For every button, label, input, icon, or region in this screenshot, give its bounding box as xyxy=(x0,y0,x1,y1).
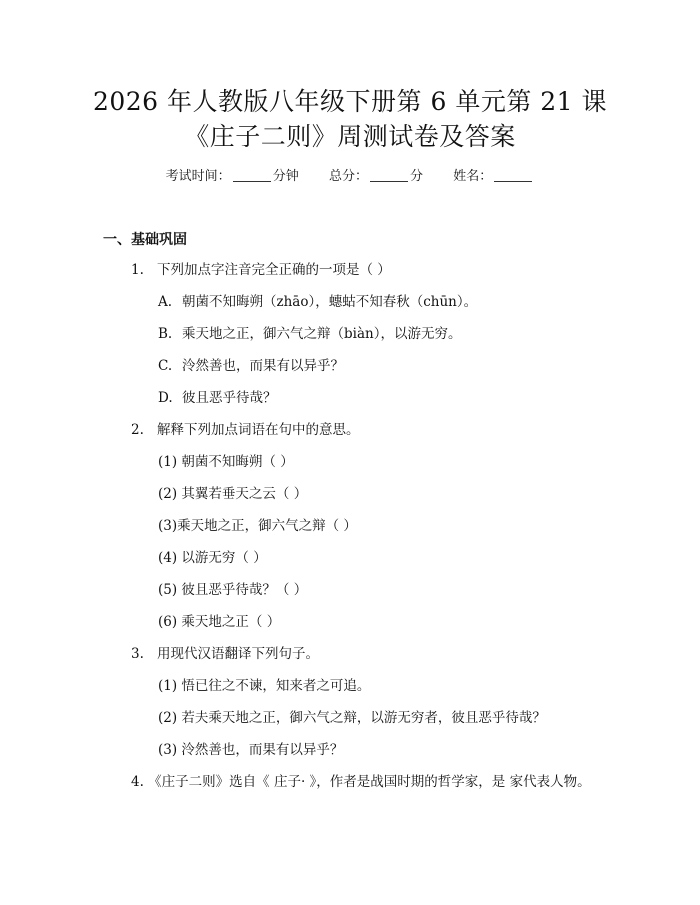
option-a xyxy=(158,292,477,312)
question-4: 4. 《庄子二则》选自《 庄子· 》，作者是战国时期的哲学家，是 家代表人物。 xyxy=(131,774,591,790)
list-item: (3)乘天地之正，御六气之辩（ ） xyxy=(158,518,357,534)
time-blank[interactable] xyxy=(233,167,271,182)
exam-info-row xyxy=(0,167,700,187)
list-item: (6) 乘天地之正（ ） xyxy=(158,614,281,630)
question-number: 1. xyxy=(131,262,144,278)
option-d xyxy=(158,388,277,408)
list-item: (4) 以游无穷（ ） xyxy=(158,550,267,566)
option-text: 朝菌不知晦朔（zhāo），蟪蛄不知春秋（chūn）。 xyxy=(182,294,478,310)
page-title-line2: 《庄子二则》周测试卷及答案 xyxy=(184,122,516,151)
list-item: (2) 其翼若垂天之云（ ） xyxy=(158,486,308,502)
question-text: 解释下列加点词语在句中的意思。 xyxy=(157,422,360,438)
page-title-line1: 2026 年人教版八年级下册第 6 单元第 21 课 xyxy=(92,87,608,116)
time-label: 考试时间： xyxy=(165,169,231,184)
name-blank[interactable] xyxy=(494,167,532,182)
list-item: (2) 若夫乘天地之正，御六气之辩，以游无穷者，彼且恶乎待哉？ xyxy=(158,710,546,726)
question-text: 下列加点字注音完全正确的一项是（ ） xyxy=(157,262,391,278)
option-letter: C. xyxy=(158,358,173,374)
score-label: 总分： xyxy=(328,169,368,184)
score-unit: 分 xyxy=(410,169,424,184)
list-item: (3) 泠然善也，而果有以异乎？ xyxy=(158,742,344,758)
question-2 xyxy=(131,420,360,440)
name-label: 姓名： xyxy=(453,169,493,184)
option-text: 泠然善也，而果有以异乎？ xyxy=(182,358,344,374)
section-heading: 一、基础巩固 xyxy=(103,232,187,248)
question-number: 2. xyxy=(131,422,144,438)
question-1 xyxy=(131,260,391,280)
question-number: 3. xyxy=(131,646,144,662)
question-3 xyxy=(131,644,319,664)
time-unit: 分钟 xyxy=(272,169,299,184)
list-item: (1) 悟已往之不谏，知来者之可追。 xyxy=(158,678,371,694)
option-text: 乘天地之正，御六气之辩（biàn），以游无穷。 xyxy=(182,326,462,342)
option-letter: A. xyxy=(158,294,173,310)
option-b xyxy=(158,324,461,344)
option-c xyxy=(158,356,344,376)
option-letter: B. xyxy=(158,326,173,342)
question-text: 用现代汉语翻译下列句子。 xyxy=(157,646,319,662)
option-text: 彼且恶乎待哉？ xyxy=(182,390,277,406)
list-item: (1) 朝菌不知晦朔（ ） xyxy=(158,454,294,470)
list-item: (5) 彼且恶乎待哉？（ ） xyxy=(158,582,308,598)
option-letter: D. xyxy=(158,390,173,406)
score-blank[interactable] xyxy=(370,167,408,182)
